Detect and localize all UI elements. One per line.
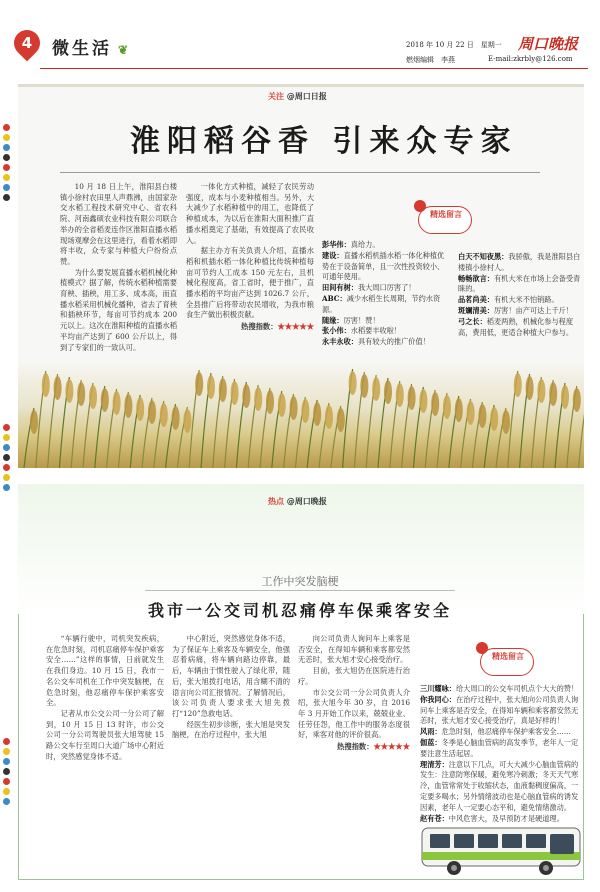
- comment-author: 张小伟：: [322, 326, 351, 336]
- story1-tag: 关注 @周口日报: [268, 92, 327, 101]
- comment-author: 伽蓝：: [420, 737, 442, 747]
- story1-comments-column-1: [322, 240, 450, 348]
- comment-author: 弓之长：: [458, 316, 487, 326]
- comment-text: 真给力。: [350, 240, 380, 249]
- comment-author: 随缘：: [322, 315, 344, 325]
- comment-text: 稻麦两熟，机械化参与程度高，费用低，更适合种植大户参与。: [458, 316, 574, 337]
- story2-column-2: [172, 634, 290, 741]
- leaf-icon: ❦: [118, 43, 132, 57]
- story1-column-1: [60, 182, 177, 353]
- comment-author: 斑斓清美：: [458, 305, 494, 315]
- paragraph: 向公司负责人询问车上乘客是否安全，在得知车辆和乘客都安然无恙时，张大旭才安心接受治疗。: [298, 634, 410, 665]
- comment: [420, 727, 582, 738]
- comment: [458, 317, 582, 339]
- left-edge-dots-bottom: [3, 738, 11, 808]
- comment: [322, 251, 450, 283]
- comment-author: 彭华伟：: [322, 240, 351, 249]
- comment-author: 建设：: [322, 250, 344, 260]
- comment: [458, 295, 582, 306]
- bus-illustration: [418, 822, 584, 878]
- comment-author: 风雨：: [420, 727, 442, 737]
- story2-rating: 热搜指数：★★★★★: [337, 742, 410, 752]
- paragraph: 10 月 18 日上午，淮阳县白楼镇小徐村农田里人声鼎沸，由国家杂交水稻工程技术研究中心、省农科院、河南鑫硕农业科技有限公司联合举办的全省稻麦连作区淮阳直播水稻现场观摩会在这里进行，看着水稻即将丰收，众专家与种植大户纷纷点赞。: [60, 182, 177, 266]
- story1-comments-badge: 精选留言: [418, 200, 472, 236]
- story1-divider: [60, 172, 540, 173]
- story1-headline: 淮阳稻谷香 引来众专家: [130, 124, 518, 159]
- comment: [420, 760, 582, 814]
- paragraph: “车辆行驶中，司机突发疾病，在危急时刻，司机忍痛停车保护乘客安全……”这样的事情，日前就发生在我们身边。10 月 15 日，我市一名公交车司机在工作中突发脑梗，在危急时刻，他忍痛停车保护乘客安全。: [46, 634, 164, 708]
- comment: [322, 283, 450, 294]
- left-edge-dots-top: [3, 124, 11, 204]
- comment-text: 具有较大的推广价值！: [357, 337, 430, 347]
- comment: [322, 326, 450, 337]
- page-number: 4: [21, 34, 33, 52]
- comment-text: 水稻要丰收啦！: [350, 326, 402, 336]
- comment: [458, 252, 582, 274]
- rating-stars: ★★★★★: [373, 742, 410, 752]
- story2-tag: 热点 @周口晚报: [268, 497, 327, 506]
- comment-author: ABC：: [322, 293, 347, 303]
- story1-comments-column-2: [458, 252, 582, 338]
- rice-field-photo: [18, 360, 584, 468]
- paragraph: 据主办方有关负责人介绍，直播水稻和机插水稻一体化种植比传统种植每亩可节约人工成本 150 元左右，且机械化程度高，省工省时，便于推广，直播水稻的平均亩产达到 1026.7 公斤，全县推广后将带动农民增收，为我市粮食生产做出积极贡献。: [186, 246, 314, 320]
- comment: [322, 337, 450, 348]
- comment: [458, 274, 582, 296]
- story2-comments-badge: 精选留言: [480, 642, 534, 678]
- story1-column-2: [186, 182, 314, 333]
- comment-author: 三川耀咏：: [420, 684, 456, 693]
- paper-logo: 周口晚报: [518, 35, 579, 53]
- story2-column-1: [46, 634, 164, 762]
- comment: [322, 240, 450, 251]
- comment: [322, 294, 450, 316]
- editor-credit: 燃烟编辑 李燕: [406, 56, 455, 64]
- story1-rating: 热搜指数：★★★★★: [241, 322, 314, 332]
- paragraph: 记者从市公交公司一分公司了解到，10 月 15 日 13 时许，市公交公司一分公司驾驶员张大旭驾驶 15 路公交车行至周口大道广场中心附近时，突然感觉身体不适。: [46, 708, 164, 761]
- subhead-rule: [145, 590, 455, 591]
- comment-text: 注意以下几点，可大大减少心脑血管病的发生：注意防寒保暖，避免寒冷刺激；冬天天气寒冷，血管常常处于收缩状态，血液黏稠度偏高，一定要多喝水；另外情绪波动也是心脑血管病的诱发因素，老年人一定要心态平和，避免情绪激动。: [420, 759, 579, 812]
- comment-text: 冬季是心脑血管病的高发季节，老年人一定要注意生活起居。: [420, 737, 579, 758]
- comment-author: 你我同心：: [420, 694, 456, 704]
- rice-stalks-illustration: [18, 360, 584, 468]
- comment-text: 在治疗过程中，张大旭向公司负责人询问车上乘客是否安全，在得知车辆和乘客都安然无恙时，张大旭才安心接受治疗，真是好样的！: [420, 694, 579, 726]
- comment: [458, 306, 582, 317]
- comment-author: 赵有苍：: [420, 813, 449, 823]
- comment-text: 厉害！赞！: [343, 315, 380, 325]
- paragraph: 经医生初步诊断，张大旭是突发脑梗，在治疗过程中，张大旭: [172, 719, 290, 740]
- comment-author: 田间有树：: [322, 283, 358, 293]
- comment-author: 永丰永收：: [322, 337, 358, 347]
- issue-date: 2018 年 10 月 22 日 星期一: [406, 41, 502, 49]
- paragraph: 市公交公司一分公司负责人介绍，张大旭今年 30 岁，自 2016 年 3 月开始工作以来，兢兢业业、任劳任怨，他工作中的服务态度很好，乘客对他的评价很高。: [298, 687, 410, 740]
- comment-text: 减少水稻生长周期，节约水资源。: [322, 293, 441, 314]
- story2-comments: [420, 684, 582, 824]
- comment-text: 危急时刻，他忍痛停车保护乘客安全……: [441, 727, 571, 737]
- section-title: 微生活 ❦: [52, 39, 132, 59]
- story2-column-3: [298, 634, 410, 753]
- comment-text: 有机大米不怕销路。: [493, 295, 559, 305]
- page-header: [0, 0, 600, 72]
- comment: [420, 684, 582, 695]
- rating-stars: ★★★★★: [277, 322, 314, 332]
- comment-text: 给大周口的公交车司机点个大大的赞！: [455, 684, 579, 693]
- contact-email: E-mail:zkrbly@126.com: [488, 55, 573, 63]
- comment: [420, 695, 582, 727]
- comment-author: 畅畅欲言：: [458, 273, 494, 283]
- comment-author: 理清芳：: [420, 759, 449, 769]
- comment-text: 中风危害大，及早预防才是硬道理。: [448, 813, 564, 823]
- paragraph: 目前，张大旭仍在医院进行治疗。: [298, 666, 410, 686]
- story2-headline: 我市一公交司机忍痛停车保乘客安全: [147, 601, 452, 620]
- comment: [420, 738, 582, 760]
- comment: [322, 316, 450, 327]
- header-rule: [40, 68, 588, 69]
- comment-author: 品茗尚美：: [458, 295, 494, 305]
- comment-text: 我大周口厉害了！: [357, 283, 416, 293]
- comment-text: 直播水稻机插水稻一体化种植优势在于设备简单，且一次性投资较小、可通年使用。: [322, 250, 445, 282]
- comment-author: 白天不知夜黑：: [458, 252, 509, 261]
- comment-text: 有机大米在市场上会备受青睐的。: [458, 273, 581, 294]
- paragraph: 中心附近，突然感觉身体不适，为了保证车上乘客及车辆安全，他强忍着病痛，将车辆向路边停靠，最后，车辆由于惯性驶入了绿化带，随后，张大旭拨打电话，用含糊不清的语言向公司汇报情况。了解情况后，该公司负责人要求张大旭先拨打“120”急救电话。: [172, 634, 290, 718]
- comment-text: 厉害！亩产可达上千斤！: [493, 305, 574, 315]
- comment-text: 我骄傲，我是淮阳县白楼镇小徐村人。: [458, 252, 581, 272]
- story2-subhead: 工作中突发脑梗: [261, 575, 339, 588]
- paragraph: 一体化方式种植，减轻了农民劳动强度，成本与小麦种植相当。另外，大大减少了水稻种植中的用工，也降低了种植成本，为以后在淮阳大面积推广直播水稻奠定了基础，有效提高了农民收入。: [186, 182, 314, 245]
- left-edge-dots-mid: [3, 424, 11, 494]
- paragraph: 为什么要发展直播水稻机械化种植模式？据了解，传统水稻种植需要育秧、插秧，用工多、成本高，而直播水稻采用机械化播种，省去了育秧和插秧环节，每亩可节约成本 200 元以上。这次在淮阳种植的直播水稻平均亩产达到了 600 公斤以上，得到了专家们的一致认可。: [60, 267, 177, 352]
